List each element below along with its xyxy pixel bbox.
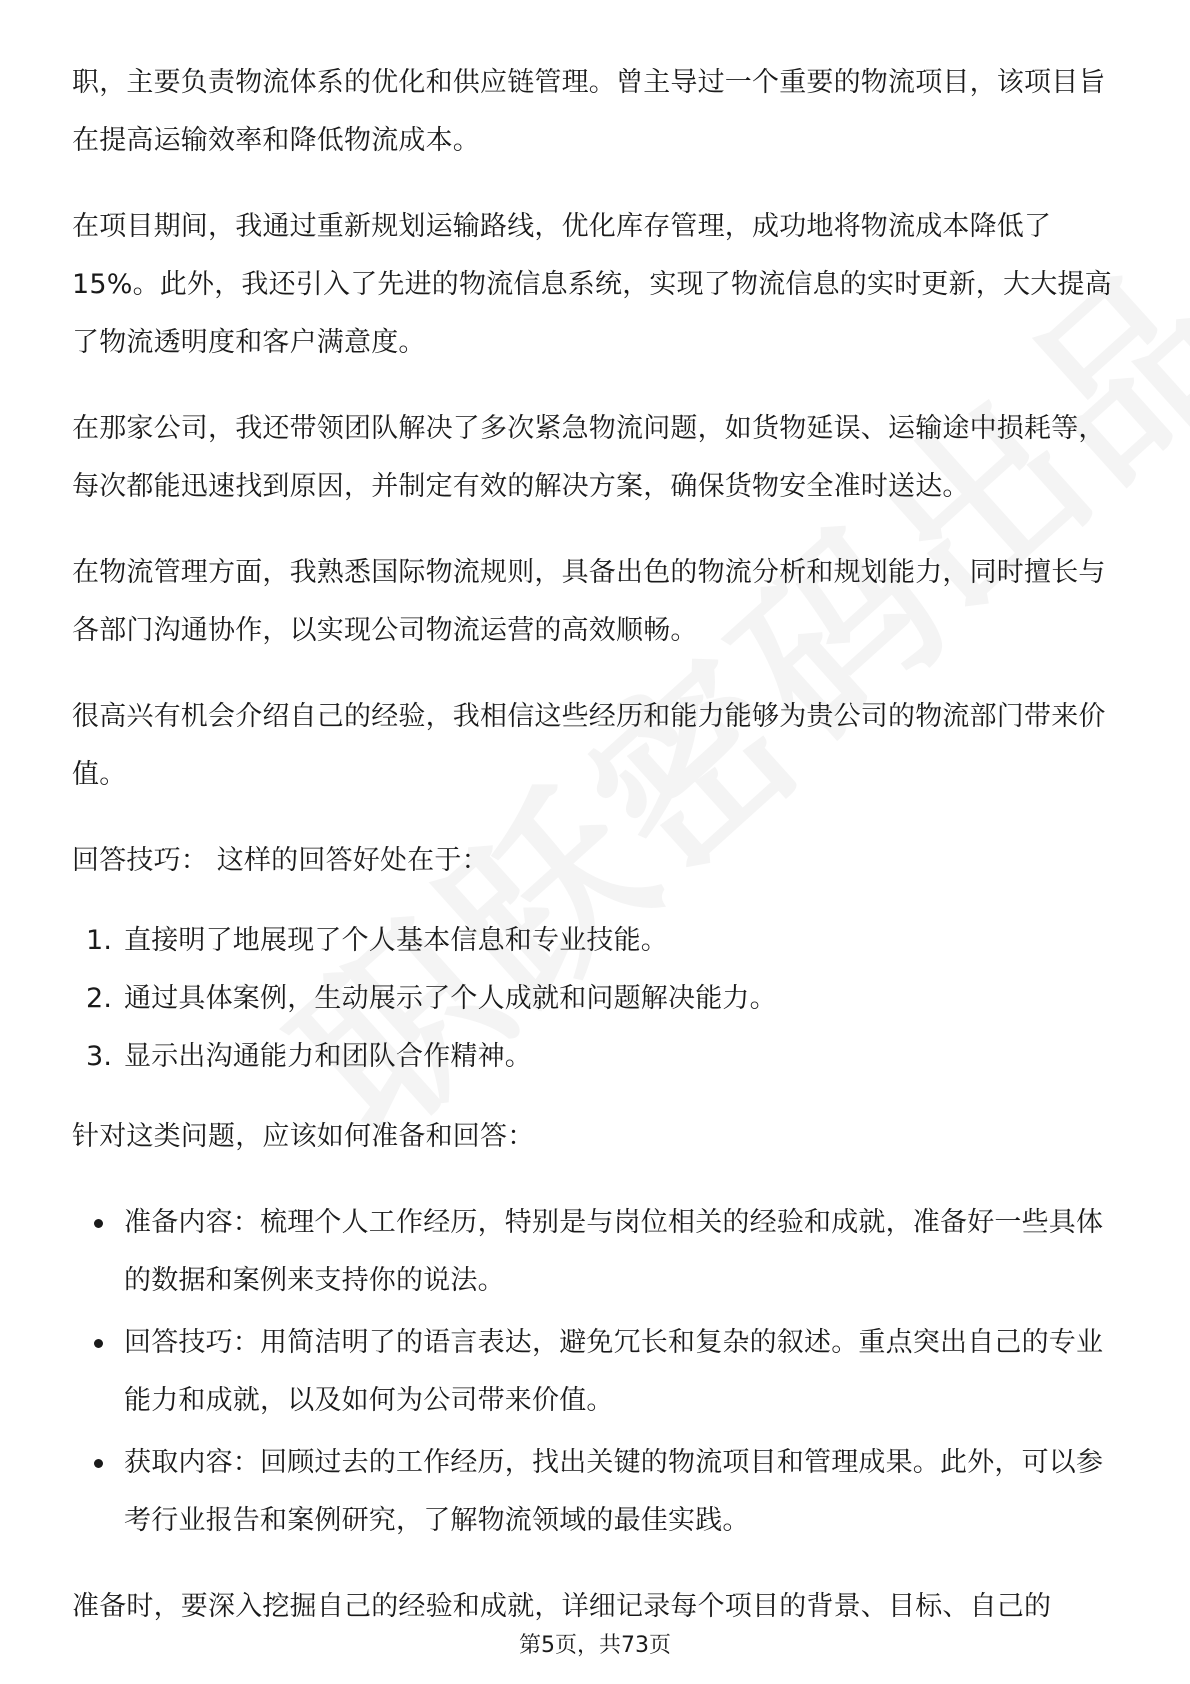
list-item-text: 直接明了地展现了个人基本信息和专业技能。: [124, 925, 668, 956]
prep-list: [72, 1194, 1118, 1550]
page-number: 第5页，共73页: [519, 1633, 671, 1658]
paragraph-closing: 准备时，要深入挖掘自己的经验和成就，详细记录每个项目的背景、目标、自己的: [72, 1591, 1052, 1622]
list-number: 2.: [86, 983, 113, 1014]
list-number: 3.: [86, 1041, 113, 1072]
list-item: [72, 912, 1118, 970]
paragraph-intro: 职，主要负责物流体系的优化和供应链管理。曾主导过一个重要的物流项目，该项目旨在提高运输效率和降低物流成本。: [72, 67, 1106, 156]
prep-heading: 针对这类问题，应该如何准备和回答：: [72, 1121, 535, 1152]
paragraph-project: 在项目期间，我通过重新规划运输路线，优化库存管理，成功地将物流成本降低了15%。此外，我还引入了先进的物流信息系统，实现了物流信息的实时更新，大大提高了物流透明度和客户满意度。: [72, 211, 1112, 358]
document-body: [72, 54, 1118, 1664]
list-item: [72, 970, 1118, 1028]
tips-list: [72, 912, 1118, 1086]
bullet-icon: [94, 1339, 103, 1348]
bullet-icon: [94, 1459, 103, 1468]
paragraph-team: 在那家公司，我还带领团队解决了多次紧急物流问题，如货物延误、运输途中损耗等，每次都能迅速找到原因，并制定有效的解决方案，确保货物安全准时送达。: [72, 413, 1106, 502]
list-item: [72, 1434, 1118, 1550]
list-item-text: 回答技巧：用简洁明了的语言表达，避免冗长和复杂的叙述。重点突出自己的专业能力和成就，以及如何为公司带来价值。: [124, 1327, 1104, 1416]
paragraph-conclusion: 很高兴有机会介绍自己的经验，我相信这些经历和能力能够为贵公司的物流部门带来价值。: [72, 701, 1106, 790]
list-number: 1.: [86, 925, 113, 956]
paragraph-skills: 在物流管理方面，我熟悉国际物流规则，具备出色的物流分析和规划能力，同时擅长与各部门沟通协作，以实现公司物流运营的高效顺畅。: [72, 557, 1106, 646]
list-item: [72, 1028, 1118, 1086]
list-item: [72, 1314, 1118, 1430]
list-item: [72, 1194, 1118, 1310]
tips-heading: 回答技巧： 这样的回答好处在于：: [72, 845, 489, 876]
bullet-icon: [94, 1219, 103, 1228]
list-item-text: 获取内容：回顾过去的工作经历，找出关键的物流项目和管理成果。此外，可以参考行业报告和案例研究，了解物流领域的最佳实践。: [124, 1447, 1104, 1536]
list-item-text: 通过具体案例，生动展示了个人成就和问题解决能力。: [124, 983, 777, 1014]
list-item-text: 显示出沟通能力和团队合作精神。: [124, 1041, 532, 1072]
list-item-text: 准备内容：梳理个人工作经历，特别是与岗位相关的经验和成就，准备好一些具体的数据和案例来支持你的说法。: [124, 1207, 1104, 1296]
